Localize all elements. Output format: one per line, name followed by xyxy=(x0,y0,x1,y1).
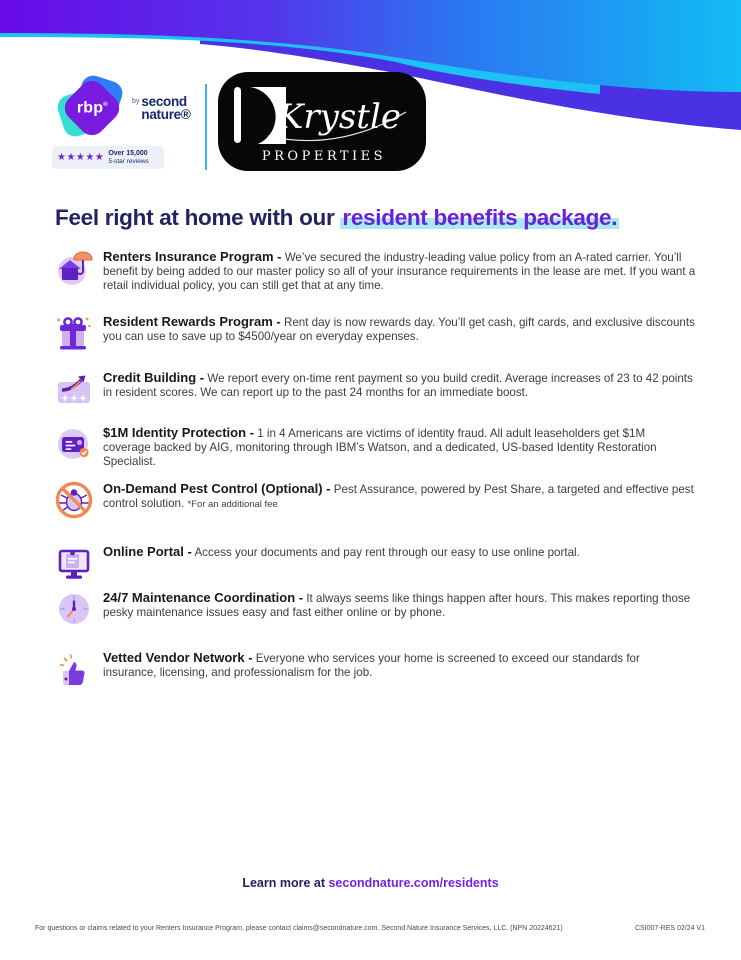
benefit-description: We’ve secured the industry-leading value policy from an A-rated carrier. You’ll benefit by being added to our master policy so all of your insurance requirements in the lease are met. If you want a retail individual policy, you can still get that at any time. xyxy=(103,251,696,293)
krystle-properties-logo xyxy=(218,72,426,171)
benefit-description: It always seems like things happen after hours. This makes reporting those pesky maintenance issues easy and fast either online or by phone. xyxy=(103,592,691,620)
benefit-title: Online Portal - xyxy=(103,544,192,559)
benefit-title: On-Demand Pest Control (Optional) - xyxy=(103,481,331,496)
headline-highlight: resident benefits package. xyxy=(342,205,618,230)
thumbs-up-icon xyxy=(54,649,94,689)
benefit-description: We report every on-time rent payment so you build credit. Average increases of 23 to 42 points in resident scores. We can report up to the past 24 months for an immediate boost. xyxy=(103,372,693,400)
credit-score-icon xyxy=(54,369,94,409)
benefit-note: *For an additional fee xyxy=(187,499,278,511)
benefit-row-identity-protection xyxy=(54,424,696,469)
benefit-row-vendor-network xyxy=(54,649,696,689)
fine-print: For questions or claims related to your Renters Insurance Program, please contact claims@secondnature.com. Second Nature Insurance Services, LLC. (NPN 20224621) xyxy=(35,925,563,932)
benefit-title: Resident Rewards Program - xyxy=(103,314,281,329)
benefit-title: Renters Insurance Program - xyxy=(103,249,282,264)
benefit-title: Credit Building - xyxy=(103,370,205,385)
krystle-logo-graphic xyxy=(218,72,426,171)
headline-prefix: Feel right at home with our xyxy=(55,205,341,230)
benefit-description: 1 in 4 Americans are victims of identity fraud. All adult leaseholders get $1M coverage backed by AIG, monitoring through IBM’s Watson, and a dedicated, US-based Identity Restoration Specialist. xyxy=(103,427,657,469)
benefit-description: Rent day is now rewards day. You’ll get cash, gift cards, and exclusive discounts you can use to save up to $4500/year on everyday expenses. xyxy=(103,316,695,344)
benefit-title: 24/7 Maintenance Coordination - xyxy=(103,590,304,605)
benefit-row-online-portal xyxy=(54,543,696,583)
benefit-row-resident-rewards xyxy=(54,313,696,353)
benefit-description: Everyone who services your home is screened to exceed our standards for insurance, licensing, and professionalism for the job. xyxy=(103,652,640,680)
rbp-logo-text: rbp® xyxy=(76,99,108,116)
no-pests-icon xyxy=(54,480,94,520)
id-card-icon xyxy=(54,424,94,464)
learn-more-prefix: Learn more at xyxy=(242,876,329,890)
rbp-logo xyxy=(58,78,128,140)
reviews-badge xyxy=(52,146,164,169)
benefit-row-maintenance xyxy=(54,589,696,629)
by-label: by xyxy=(132,98,140,105)
learn-more-link[interactable]: secondnature.com/residents xyxy=(328,876,499,890)
online-portal-icon xyxy=(54,543,94,583)
second-nature-wordmark xyxy=(132,96,191,122)
benefit-title: Vetted Vendor Network - xyxy=(103,650,253,665)
learn-more-line xyxy=(0,876,741,890)
clock-icon xyxy=(54,589,94,629)
page-title xyxy=(55,205,715,231)
reviews-text: Over 15,000 5-star reviews xyxy=(108,149,149,165)
doc-code: CSI007-RES 02/24 V1 xyxy=(634,925,705,932)
benefit-row-pest-control xyxy=(54,480,696,520)
five-stars-icon: ★★★★★ xyxy=(57,151,105,163)
benefit-description: Pest Assurance, powered by Pest Share, a targeted and effective pest control solution. xyxy=(103,483,694,511)
benefit-row-renters-insurance xyxy=(54,248,696,293)
benefit-row-credit-building xyxy=(54,369,696,409)
gift-icon xyxy=(54,313,94,353)
house-umbrella-icon xyxy=(54,248,94,288)
benefit-title: $1M Identity Protection - xyxy=(103,425,254,440)
logo-divider xyxy=(205,84,207,170)
second-nature-name: second nature® xyxy=(141,94,191,122)
benefit-description: Access your documents and pay rent through our easy to use online portal. xyxy=(194,546,580,559)
krystle-sub-text: PROPERTIES xyxy=(261,149,387,164)
krystle-name-text: Krystle xyxy=(278,97,401,137)
